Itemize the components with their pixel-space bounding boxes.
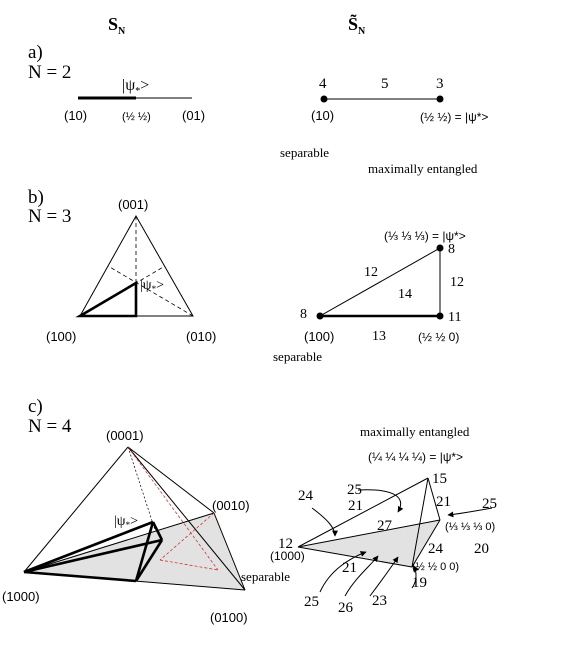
panel-a-label: a) (28, 42, 43, 63)
b-top-label: (⅓ ⅓ ⅓) = |ψ*> (384, 229, 466, 243)
header-left: $S_N$ (108, 14, 126, 37)
c-number-21-right: 21 (436, 494, 451, 510)
b-vertex-010: (010) (186, 329, 217, 344)
a-number-3: 3 (436, 76, 444, 92)
c-number-15: 15 (432, 471, 447, 487)
a-separable: separable (280, 145, 330, 160)
a-right-label-10: (10) (311, 108, 335, 123)
c-number-12: 12 (278, 536, 293, 552)
b-number-13: 13 (372, 329, 386, 344)
a-right-dot-left (321, 96, 328, 103)
panel-b (28, 187, 466, 364)
b-right-label-half: (½ ½ 0) (418, 330, 460, 344)
c-number-20: 20 (474, 541, 489, 557)
a-label-half: (½ ½) (122, 111, 151, 123)
b-dot-top (437, 245, 444, 252)
a-max-entangled: maximally entangled (368, 161, 478, 176)
c-number-19: 19 (412, 575, 427, 591)
c-right-label-half: (½ ½ 0 0) (412, 561, 460, 573)
c-number-21-upper: 21 (348, 498, 363, 514)
b-vertex-001: (001) (118, 197, 149, 212)
c-number-26: 26 (338, 600, 353, 616)
b-dot-left (317, 313, 324, 320)
panel-a-psi: $|\psi_*>$ (122, 77, 150, 97)
b-psi: $|\psi_*>$ (140, 278, 164, 294)
panel-c-n: N = 4 (28, 416, 72, 437)
b-number-11: 11 (448, 310, 462, 325)
b-right-triangle (320, 248, 440, 316)
panel-b-n: N = 3 (28, 206, 72, 227)
c-vertex-0100: (0100) (210, 610, 248, 625)
c-max-entangled: maximally entangled (360, 424, 470, 439)
c-number-24-right: 24 (428, 541, 443, 557)
a-label-10: (10) (64, 108, 88, 123)
b-separable: separable (273, 349, 323, 364)
c-separable: separable (241, 569, 291, 584)
c-number-27: 27 (377, 518, 392, 534)
c-vertex-0001: (0001) (106, 428, 144, 443)
c-number-23: 23 (372, 593, 387, 609)
b-thick-subtriangle (80, 283, 136, 316)
panel-b-label: b) (28, 187, 44, 208)
a-right-dot-right (437, 96, 444, 103)
c-vertex-1000: (1000) (2, 589, 40, 604)
c-top-label: (¼ ¼ ¼ ¼) = |ψ*> (368, 450, 464, 464)
c-right-label-third: (⅓ ⅓ ⅓ 0) (445, 521, 496, 533)
c-right-label-1000: (1000) (270, 549, 305, 563)
header-right: $S̃_N$ (348, 14, 366, 37)
b-dot-right (437, 313, 444, 320)
a-number-4: 4 (319, 76, 327, 92)
c-edge-top-right (128, 447, 214, 513)
panel-c-label: c) (28, 396, 43, 417)
b-number-8-top: 8 (448, 242, 455, 257)
c-number-25-right: 25 (482, 496, 497, 512)
c-vertex-0010: (0010) (212, 498, 250, 513)
panel-c (2, 396, 497, 625)
b-number-14: 14 (398, 287, 412, 302)
c-number-25-top: 25 (347, 482, 362, 498)
panel-a (28, 42, 488, 176)
b-right-label-100: (100) (304, 329, 335, 344)
b-number-12-hyp: 12 (364, 265, 378, 280)
b-number-12-vert: 12 (450, 275, 464, 290)
a-number-5: 5 (381, 76, 389, 92)
b-vertex-100: (100) (46, 329, 77, 344)
c-number-21-lower: 21 (342, 560, 357, 576)
panel-a-n: N = 2 (28, 62, 72, 83)
a-right-label-half: (½ ½) = |ψ*> (420, 110, 489, 124)
c-number-24-left: 24 (298, 488, 313, 504)
c-number-25-bottom: 25 (304, 594, 319, 610)
a-label-01: (01) (182, 108, 206, 123)
c-psi: $|\psi_*>$ (114, 514, 138, 530)
b-number-8-left: 8 (300, 307, 307, 322)
